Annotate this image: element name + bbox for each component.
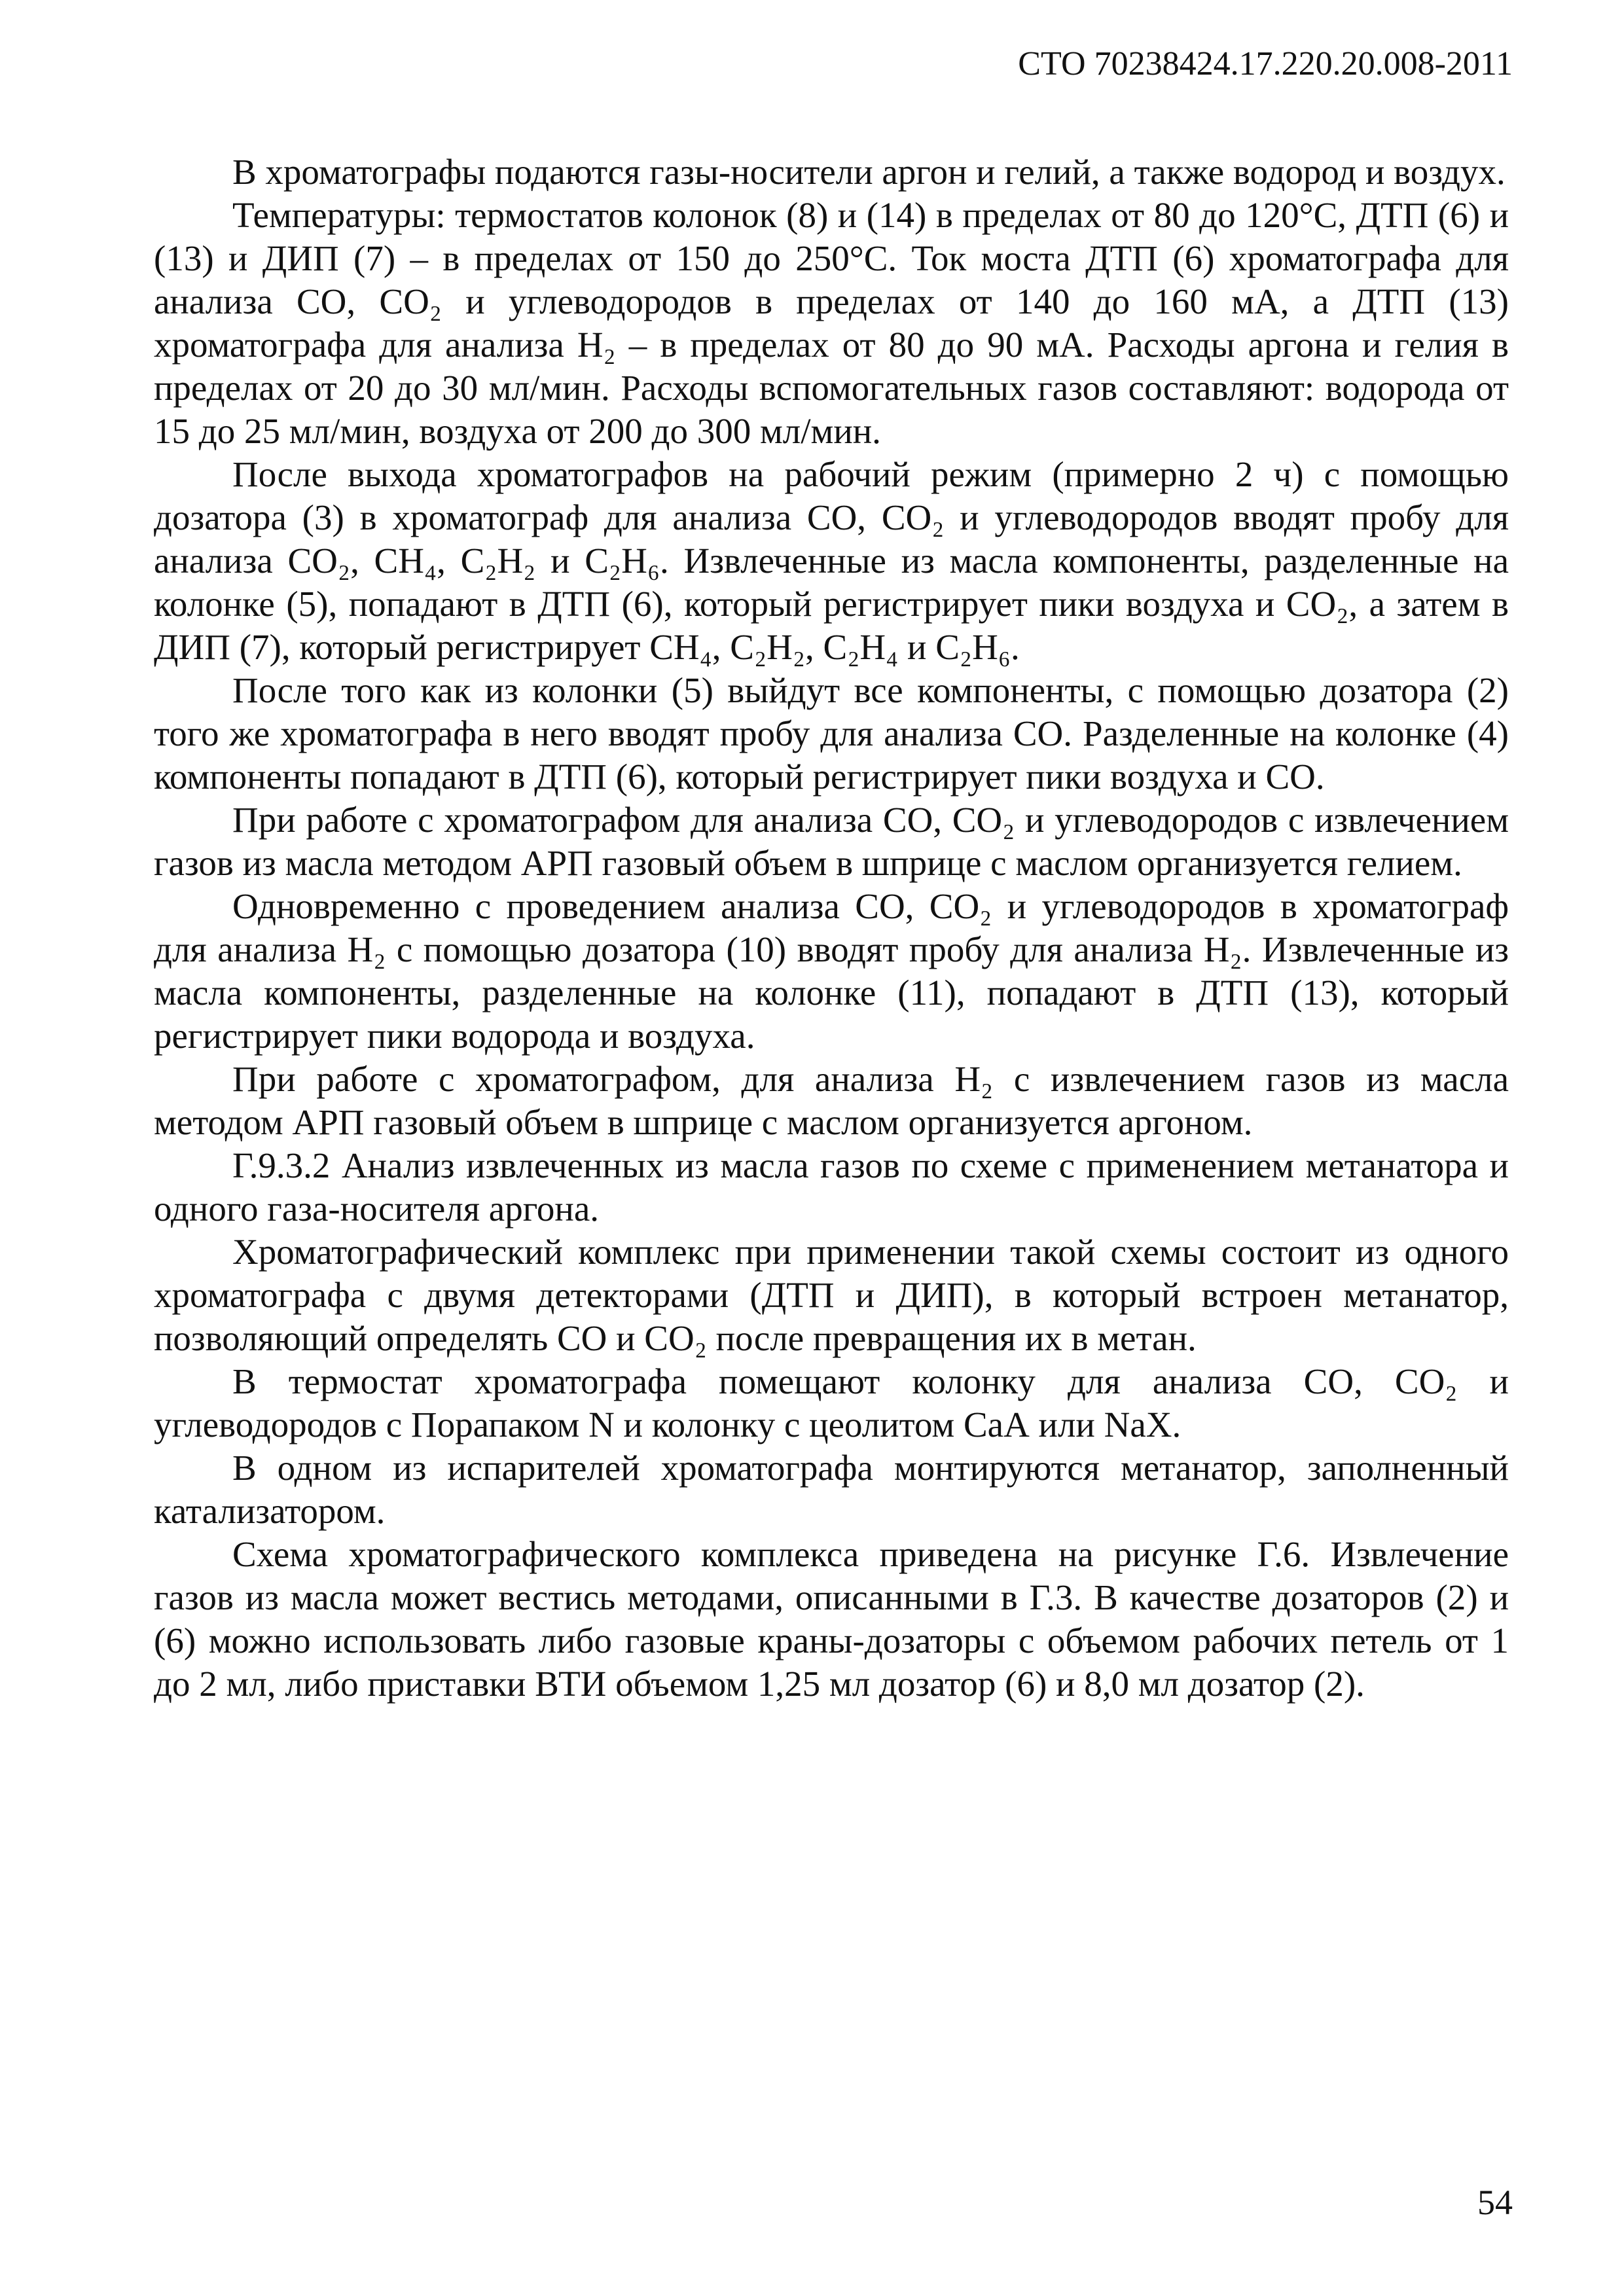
paragraph-arp-argon: При работе с хроматографом, для анализа Н₂ с извлечением газов из масла методом АРП газовый объем в шприце с маслом организуется аргоном. [154, 1059, 1509, 1142]
paragraph-thermostat-columns: В термостат хроматографа помещают колонку для анализа СО, СО₂ и углеводородов с Порапаком N и колонку с цеолитом СаА или NaX. [154, 1361, 1509, 1444]
paragraph-methanator: В одном из испарителей хроматографа монтируются метанатор, заполненный катализатором. [154, 1448, 1509, 1531]
paragraph-co-analysis: После того как из колонки (5) выйдут все компоненты, с помощью дозатора (2) того же хроматографа в него вводят пробу для анализа СО. Разделенные на колонке (4) компоненты попадают в ДТП (6), который регистрирует пики воздуха и СО. [154, 670, 1509, 797]
paragraph-complex-description: Хроматографический комплекс при применении такой схемы состоит из одного хроматографа с двумя детекторами (ДТП и ДИП), в который встроен метанатор, позволяющий определять СО и СО₂ после превращения их в метан. [154, 1232, 1509, 1358]
paragraph-carrier-gases: В хроматографы подаются газы-носители аргон и гелий, а также водород и воздух. [232, 152, 1506, 192]
paragraph-section-g932: Г.9.3.2 Анализ извлеченных из масла газов по схеме с применением метанатора и одного газа-носителя аргона. [154, 1145, 1509, 1229]
paragraph-arp-helium: При работе с хроматографом для анализа СО, СО₂ и углеводородов с извлечением газов из масла методом АРП газовый объем в шприце с маслом организуется гелием. [154, 800, 1509, 883]
paragraph-scheme-reference: Схема хроматографического комплекса приведена на рисунке Г.6. Извлечение газов из масла может вестись методами, описанными в Г.3. В качестве дозаторов (2) и (6) можно использовать либо газовые краны-дозаторы с объемом рабочих петель от 1 до 2 мл, либо приставки ВТИ объемом 1,25 мл дозатор (6) и 8,0 мл дозатор (2). [154, 1534, 1509, 1704]
paragraph-sample-injection: После выхода хроматографов на рабочий режим (примерно 2 ч) с помощью дозатора (3) в хроматограф для анализа СО, СО₂ и углеводородов вводят пробу для анализа СО₂, СН₄, С₂Н₂ и С₂Н₆. Извлеченные из масла компоненты, разделенные на колонке (5), попадают в ДТП (6), который регистрирует пики воздуха и СО₂, а затем в ДИП (7), который регистрирует СН₄, С₂Н₂, С₂Н₄ и С₂Н₆. [154, 454, 1509, 667]
paragraph-temperatures: Температуры: термостатов колонок (8) и (14) в пределах от 80 до 120°С, ДТП (6) и (13) и ДИП (7) – в пределах от 150 до 250°С. Ток моста ДТП (6) хроматографа для анализа СО, СО₂ и углеводородов в пределах от 140 до 160 мА, а ДТП (13) хроматографа для анализа Н₂ – в пределах от 80 до 90 мА. Расходы аргона и гелия в пределах от 20 до 30 мл/мин. Расходы вспомогательных газов составляют: водорода от 15 до 25 мл/мин, воздуха от 200 до 300 мл/мин. [154, 195, 1509, 451]
document-code-header: СТО 70238424.17.220.20.008-2011 [1018, 45, 1513, 82]
paragraph-h2-analysis: Одновременно с проведением анализа СО, СО₂ и углеводородов в хроматограф для анализа Н₂ с помощью дозатора (10) вводят пробу для анализа Н₂. Извлеченные из масла компоненты, разделенные на колонке (11), попадают в ДТП (13), который регистрирует пики водорода и воздуха. [154, 886, 1509, 1056]
document-body [154, 151, 1509, 1706]
page-number: 54 [1477, 2183, 1513, 2222]
